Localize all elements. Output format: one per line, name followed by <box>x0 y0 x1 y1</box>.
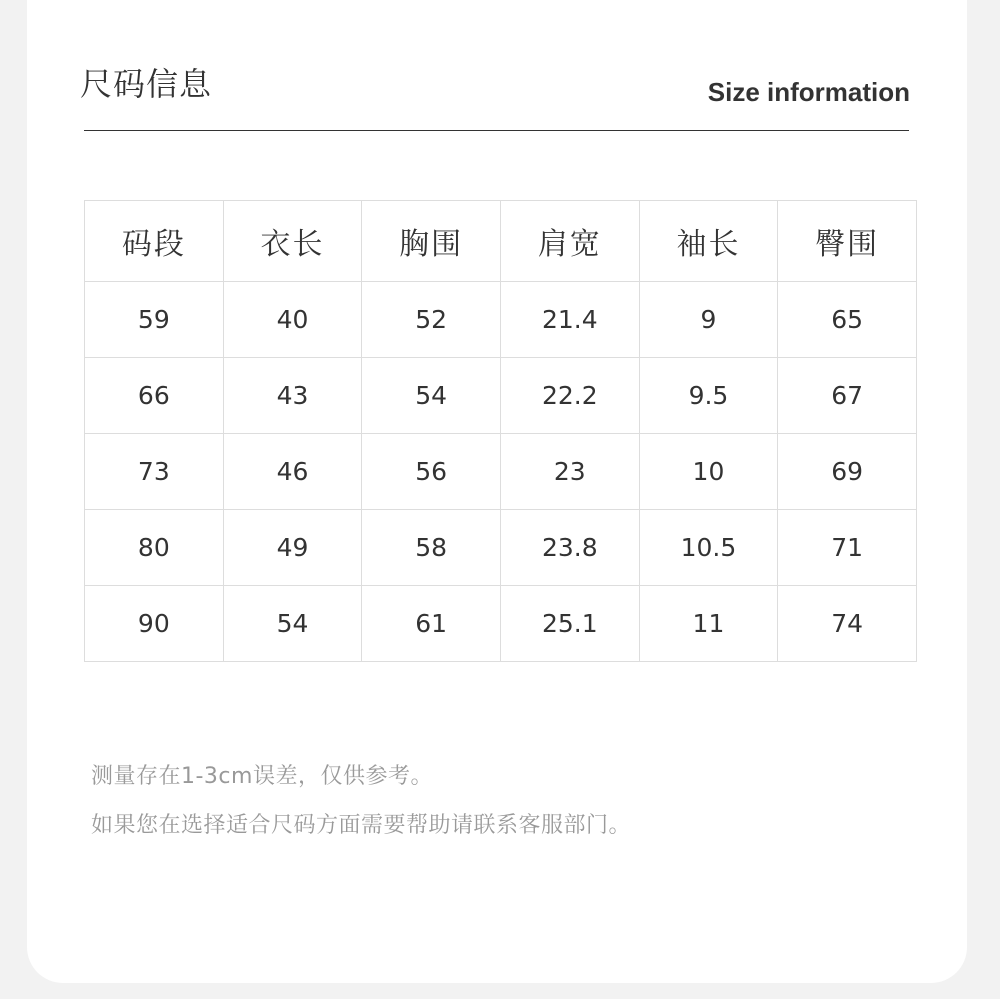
table-row <box>85 434 917 510</box>
table-cell: 54 <box>223 586 362 662</box>
table-cell: 25.1 <box>500 586 639 662</box>
table-cell: 52 <box>362 282 501 358</box>
table-cell: 58 <box>362 510 501 586</box>
page-title-english: Size information <box>707 77 910 107</box>
table-cell: 10 <box>639 434 778 510</box>
table-cell: 71 <box>778 510 917 586</box>
measurement-note: 测量存在1-3cm误差，仅供参考。 <box>91 764 433 789</box>
table-cell: 74 <box>778 586 917 662</box>
table-cell: 43 <box>223 358 362 434</box>
table-cell: 65 <box>778 282 917 358</box>
table-cell: 54 <box>362 358 501 434</box>
table-cell: 56 <box>362 434 501 510</box>
table-cell: 49 <box>223 510 362 586</box>
table-cell: 73 <box>85 434 224 510</box>
table-cell: 22.2 <box>500 358 639 434</box>
table-cell: 23 <box>500 434 639 510</box>
table-row <box>85 282 917 358</box>
table-cell: 61 <box>362 586 501 662</box>
column-header-chest: 胸围 <box>362 201 501 282</box>
column-header-sleeve: 袖长 <box>639 201 778 282</box>
column-header-shoulder: 肩宽 <box>500 201 639 282</box>
column-header-length: 衣长 <box>223 201 362 282</box>
table-cell: 59 <box>85 282 224 358</box>
table-header-row <box>85 201 917 282</box>
table-cell: 69 <box>778 434 917 510</box>
table-cell: 9.5 <box>639 358 778 434</box>
table-cell: 67 <box>778 358 917 434</box>
table-cell: 40 <box>223 282 362 358</box>
help-note: 如果您在选择适合尺码方面需要帮助请联系客服部门。 <box>91 813 632 838</box>
page-title: 尺码信息 <box>80 65 213 103</box>
table-cell: 9 <box>639 282 778 358</box>
header-divider <box>84 130 909 131</box>
table-row <box>85 358 917 434</box>
table-cell: 46 <box>223 434 362 510</box>
table-cell: 23.8 <box>500 510 639 586</box>
table-cell: 11 <box>639 586 778 662</box>
table-row <box>85 510 917 586</box>
table-cell: 90 <box>85 586 224 662</box>
column-header-hip: 臀围 <box>778 201 917 282</box>
table-cell: 80 <box>85 510 224 586</box>
table-cell: 21.4 <box>500 282 639 358</box>
size-table <box>84 200 917 662</box>
column-header-size: 码段 <box>85 201 224 282</box>
table-row <box>85 586 917 662</box>
table-cell: 66 <box>85 358 224 434</box>
table-cell: 10.5 <box>639 510 778 586</box>
